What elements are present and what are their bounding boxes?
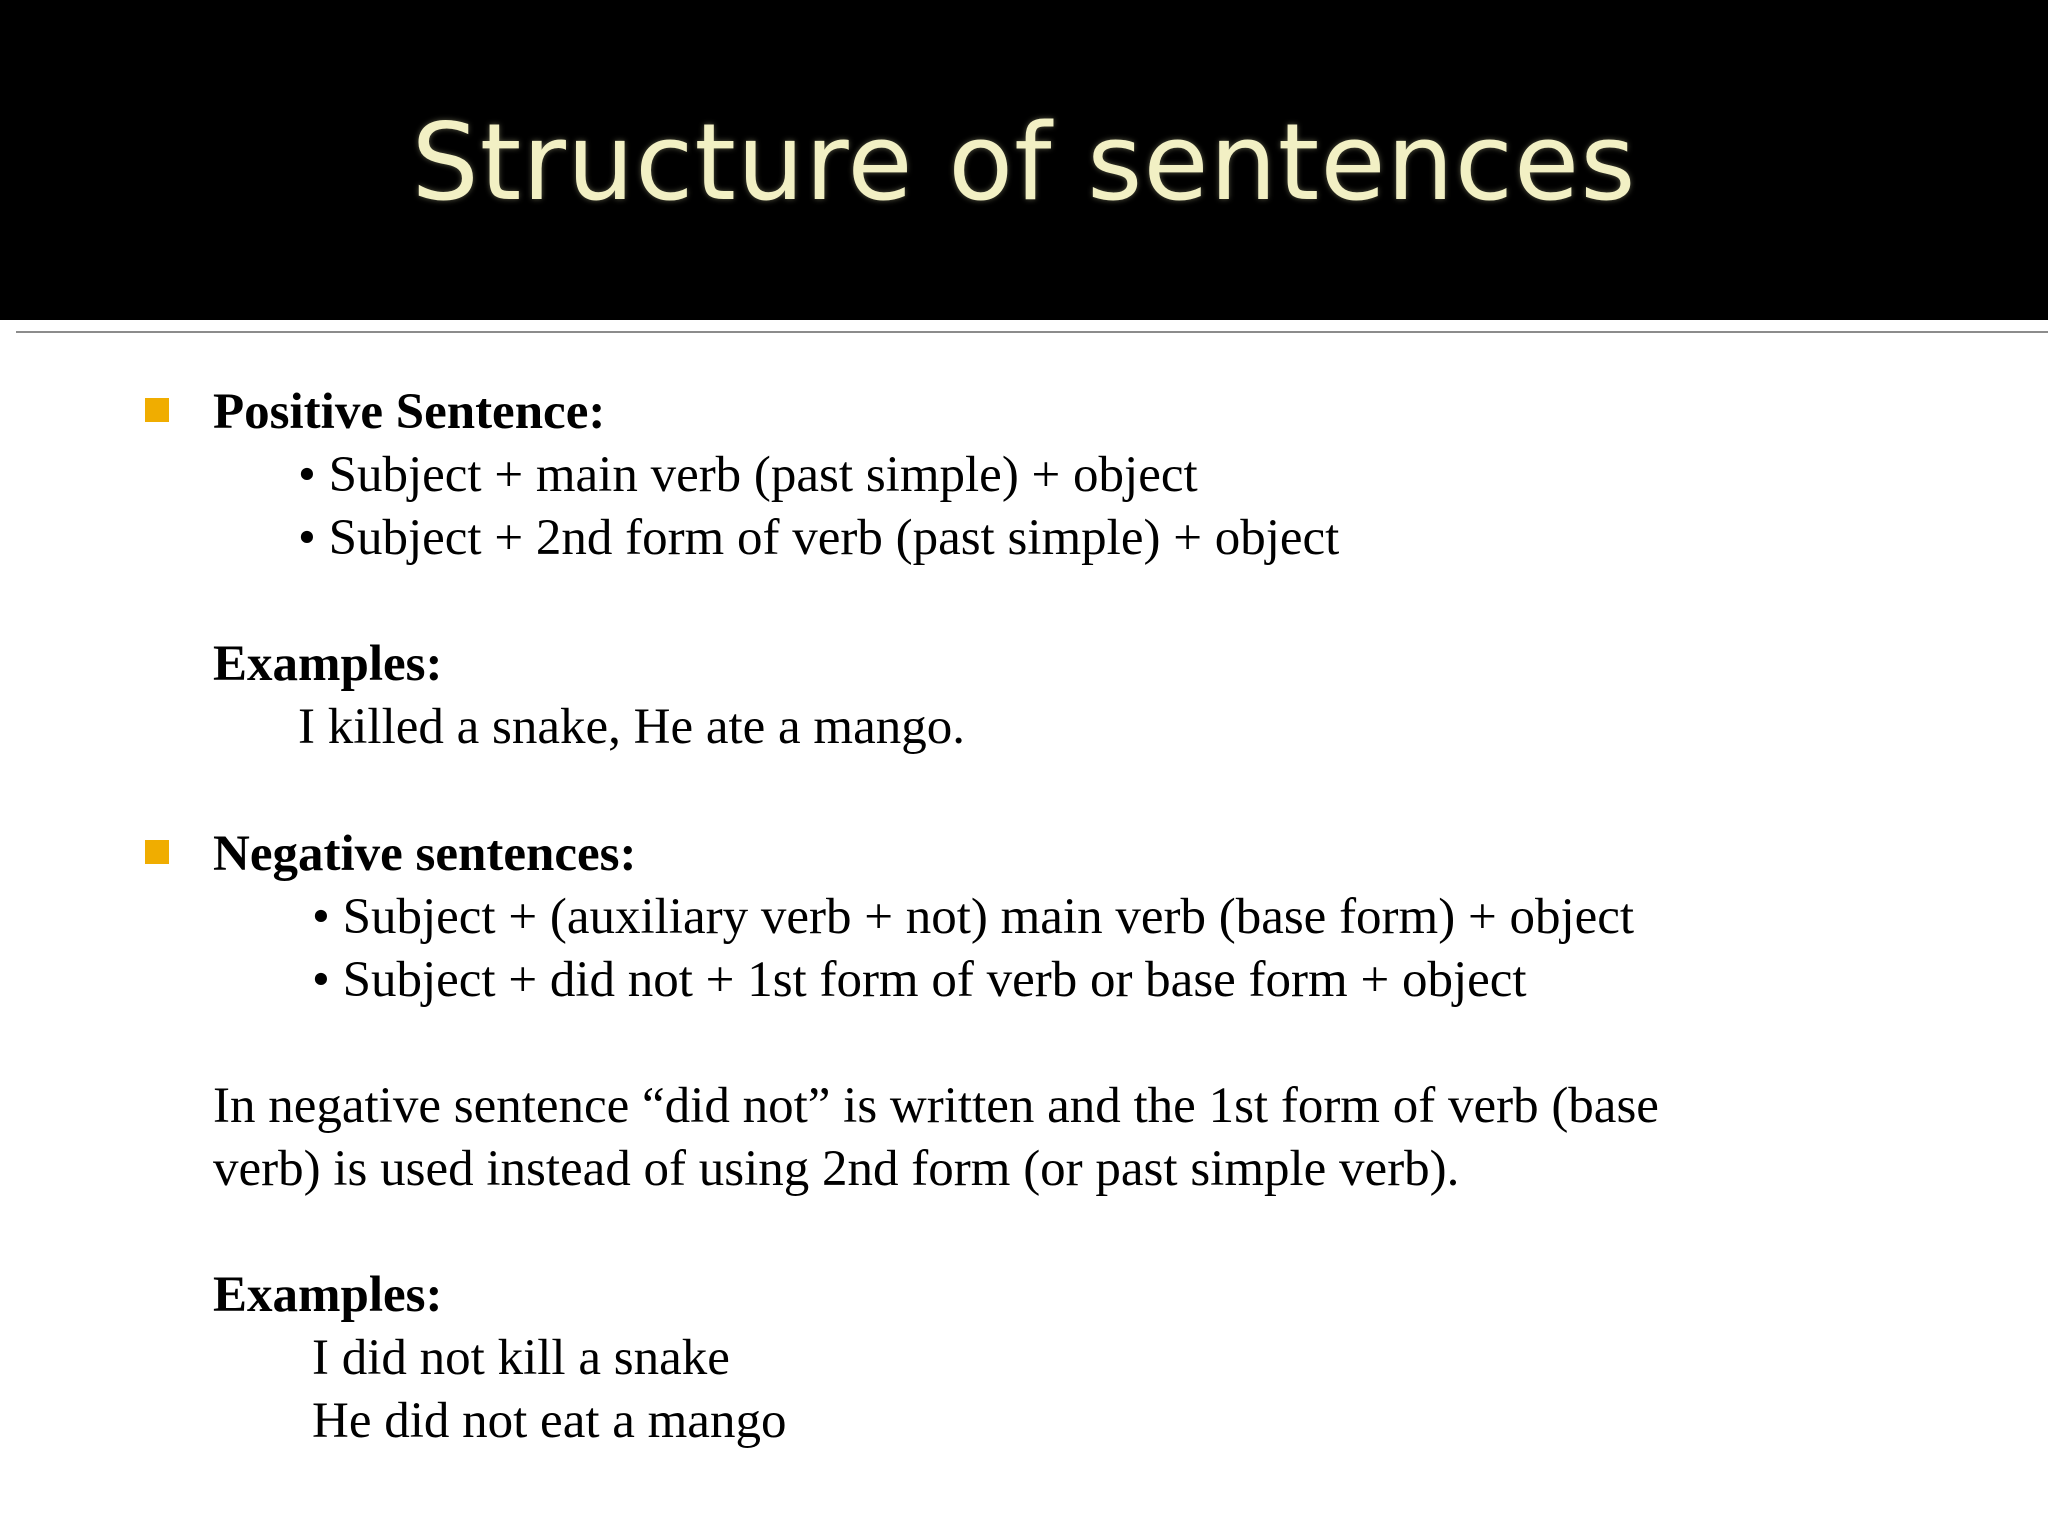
positive-heading: Positive Sentence: bbox=[213, 384, 606, 440]
negative-example-2: He did not eat a mango bbox=[312, 1393, 787, 1449]
positive-examples-label: Examples: bbox=[213, 636, 443, 692]
positive-example-1: I killed a snake, He ate a mango. bbox=[298, 699, 965, 755]
square-bullet-icon bbox=[145, 398, 169, 422]
negative-rule-1: • Subject + (auxiliary verb + not) main verb (base form) + object bbox=[312, 889, 1635, 945]
negative-rule-2: • Subject + did not + 1st form of verb or base form + object bbox=[312, 952, 1527, 1008]
negative-note-line-2: verb) is used instead of using 2nd form (or past simple verb). bbox=[213, 1141, 1460, 1197]
negative-example-1: I did not kill a snake bbox=[312, 1330, 730, 1386]
positive-rule-1: • Subject + main verb (past simple) + object bbox=[298, 447, 1198, 503]
negative-examples-label: Examples: bbox=[213, 1267, 443, 1323]
negative-heading: Negative sentences: bbox=[213, 826, 637, 882]
positive-rule-2: • Subject + 2nd form of verb (past simple) + object bbox=[298, 510, 1340, 566]
slide-title: Structure of sentences bbox=[411, 100, 1637, 224]
negative-note-line-1: In negative sentence “did not” is written and the 1st form of verb (base bbox=[213, 1078, 1659, 1134]
square-bullet-icon bbox=[145, 840, 169, 864]
